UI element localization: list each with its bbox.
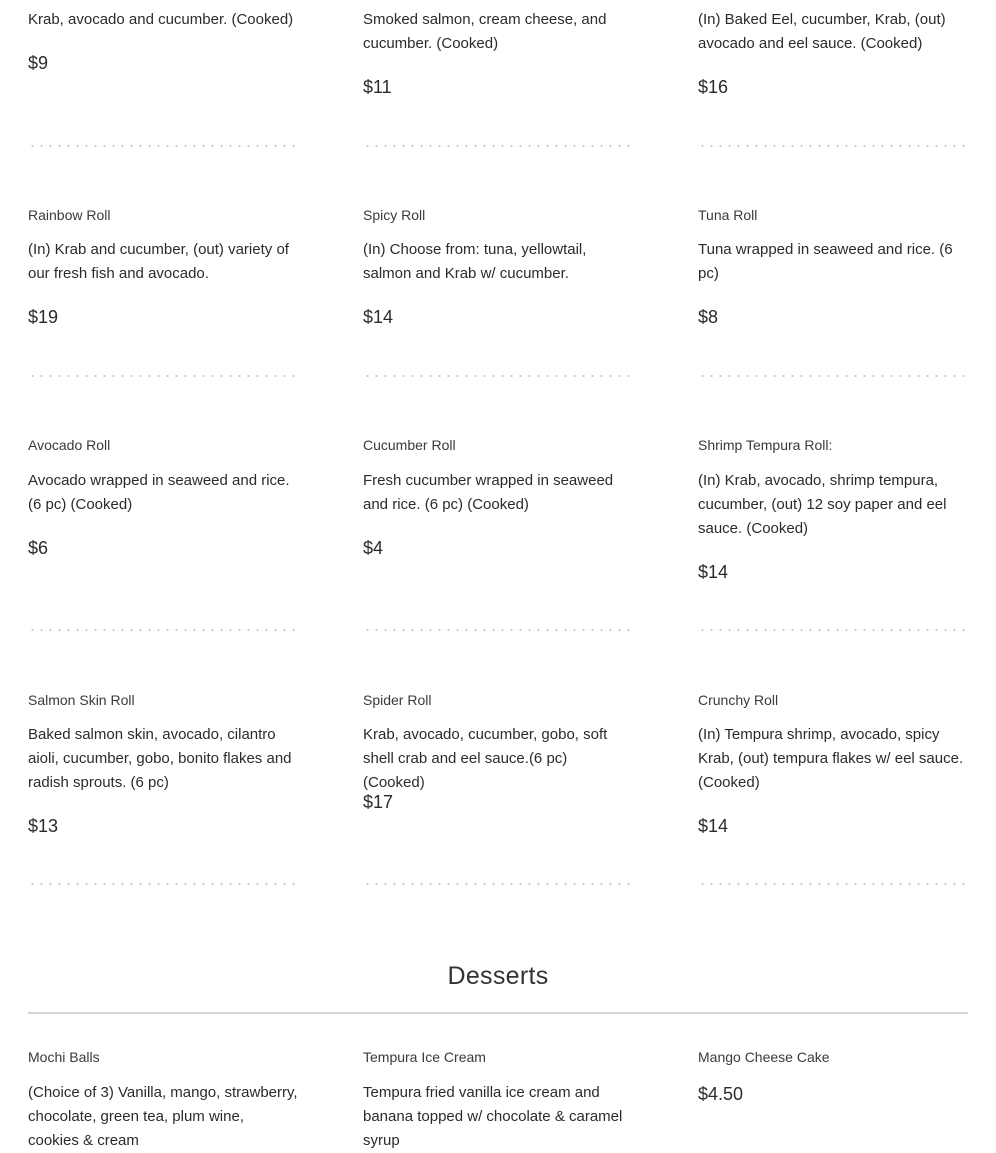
dotted-divider: [363, 629, 633, 631]
item-price: $6: [28, 538, 49, 558]
dotted-divider: [363, 375, 633, 377]
item-name: Avocado Roll: [28, 437, 111, 453]
section-title-desserts: Desserts: [447, 962, 549, 990]
item-description: Avocado wrapped in seaweed and rice. (6 pc) (Cooked): [28, 472, 290, 513]
item-price: $13: [28, 816, 59, 836]
item-price: $14: [698, 562, 729, 582]
item-description: Tuna wrapped in seaweed and rice. (6 pc): [698, 241, 953, 282]
item-description: Krab, avocado and cucumber. (Cooked): [28, 11, 294, 28]
dotted-divider: [698, 375, 968, 377]
item-price: $19: [28, 307, 59, 327]
item-name: Crunchy Roll: [698, 692, 779, 708]
dotted-divider: [28, 375, 298, 377]
item-price: $9: [28, 53, 49, 73]
dotted-divider: [28, 629, 298, 631]
item-price: $16: [698, 77, 729, 97]
item-name: Spider Roll: [363, 692, 432, 708]
item-price: $14: [698, 816, 729, 836]
item-description: Baked salmon skin, avocado, cilantro aioli, cucumber, gobo, bonito flakes and radish sprouts. (6 pc): [28, 726, 292, 791]
dotted-divider: [698, 883, 968, 885]
dotted-divider: [28, 883, 298, 885]
item-description: Tempura fried vanilla ice cream and banana topped w/ chocolate & caramel syrup: [363, 1084, 623, 1149]
item-name: Shrimp Tempura Roll:: [698, 437, 833, 453]
item-price: $8: [698, 307, 719, 327]
item-price: $17: [363, 792, 394, 812]
dotted-divider: [698, 145, 968, 147]
item-description: (In) Choose from: tuna, yellowtail, salmon and Krab w/ cucumber.: [363, 241, 587, 282]
item-price: $11: [363, 77, 392, 97]
item-name: Tempura Ice Cream: [363, 1049, 486, 1065]
item-price: $4: [363, 538, 384, 558]
item-description: Smoked salmon, cream cheese, and cucumber. (Cooked): [363, 11, 607, 52]
item-name: Cucumber Roll: [363, 437, 456, 453]
section-divider: [28, 1012, 968, 1014]
item-price: $14: [363, 307, 394, 327]
dotted-divider: [28, 145, 298, 147]
item-name: Mango Cheese Cake: [698, 1049, 830, 1065]
item-name: Rainbow Roll: [28, 207, 111, 223]
item-description: Fresh cucumber wrapped in seaweed and rice. (6 pc) (Cooked): [363, 472, 614, 513]
dotted-divider: [363, 145, 633, 147]
item-description: (In) Krab and cucumber, (out) variety of our fresh fish and avocado.: [28, 241, 289, 282]
item-name: Mochi Balls: [28, 1049, 100, 1065]
item-name: Tuna Roll: [698, 207, 758, 223]
dotted-divider: [363, 883, 633, 885]
item-description: (Choice of 3) Vanilla, mango, strawberry, chocolate, green tea, plum wine, cookies & cream: [28, 1084, 298, 1149]
item-description: (In) Krab, avocado, shrimp tempura, cucumber, (out) 12 soy paper and eel sauce. (Cooked): [698, 472, 947, 537]
item-name: Salmon Skin Roll: [28, 692, 135, 708]
item-description: (In) Tempura shrimp, avocado, spicy Krab, (out) tempura flakes w/ eel sauce. (Cooked): [698, 726, 964, 791]
item-description: (In) Baked Eel, cucumber, Krab, (out) avocado and eel sauce. (Cooked): [698, 11, 946, 52]
dotted-divider: [698, 629, 968, 631]
item-price: $4.50: [698, 1084, 744, 1104]
item-description: Krab, avocado, cucumber, gobo, soft shell crab and eel sauce.(6 pc) (Cooked): [363, 726, 608, 791]
item-name: Spicy Roll: [363, 207, 426, 223]
